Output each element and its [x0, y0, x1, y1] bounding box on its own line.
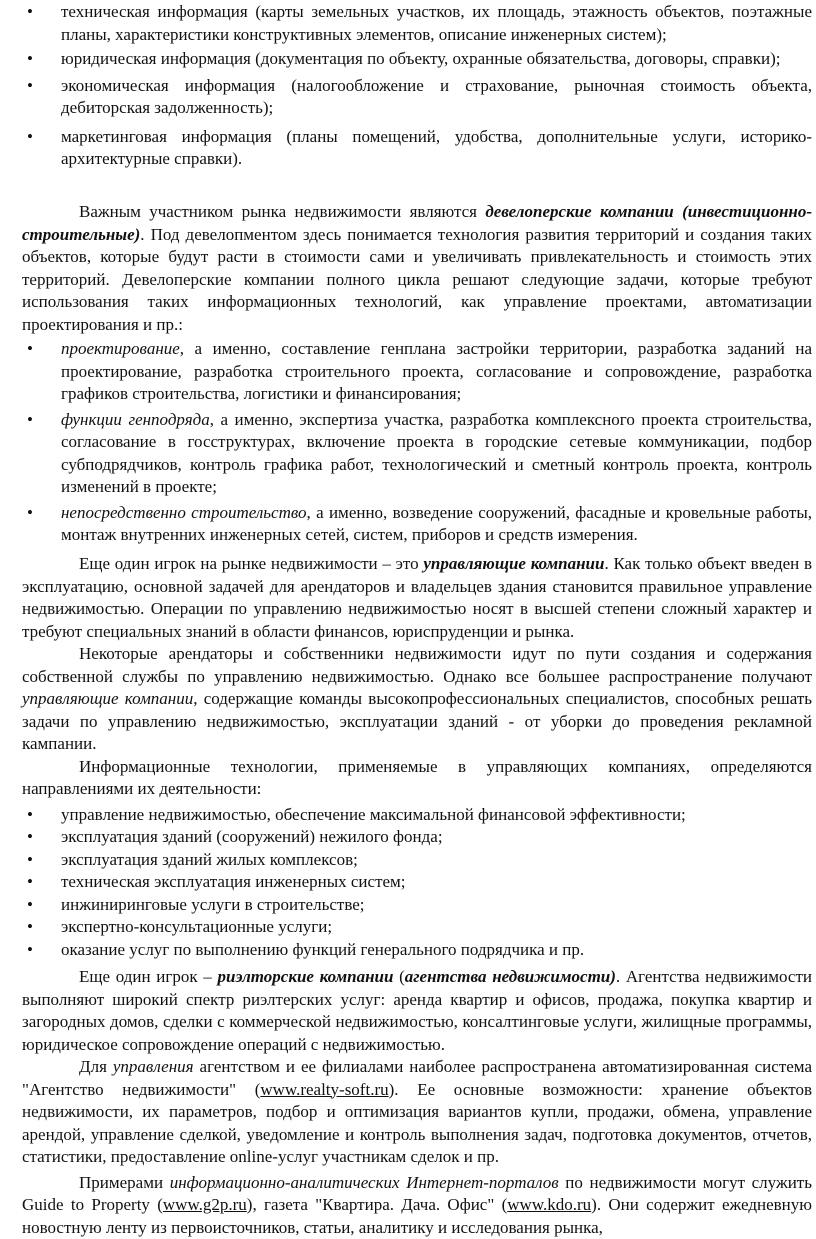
realty-soft-link[interactable]: www.realty-soft.ru [260, 1080, 388, 1099]
bullet-icon: • [27, 826, 33, 849]
g2p-link[interactable]: www.g2p.ru [163, 1195, 247, 1214]
list-item: • маркетинговая информация (планы помещений, удобства, дополнительные услуги, историко-архитектурные справки). [0, 126, 814, 171]
bullet-icon: • [27, 939, 33, 962]
list-item: • техническая информация (карты земельных участков, их площадь, этажность объектов, поэтажные планы, характеристики конструктивных элементов, описание инженерных систем); [0, 1, 814, 46]
realtors-paragraph-2: Для управления агентством и ее филиалами наиболее распространена автоматизированная система "Агентство недвижимости" (www.realty-soft.ru). Ее основные возможности: хранение объектов недвижимости, их параметров, подбор и оптимизация вариантов купли, продажи, обмена, управление арендой, управление сделкой, уведомление и контроль выполнения задач, подготовка документов, отчетов, статистики, предоставление online-услуг участникам сделок и пр. [0, 1056, 814, 1169]
bullet-icon: • [27, 338, 33, 361]
bullet-icon: • [27, 804, 33, 827]
bullet-icon: • [27, 502, 33, 525]
management-paragraph-1: Еще один игрок на рынке недвижимости – это управляющие компании. Как только объект введен в эксплуатацию, основной задачей для арендаторов и владельцев здания становится правильное управление недвижимостью. Операции по управлению недвижимостью носят в высшей степени сложный характер и требуют специальных знаний в области финансов, юриспруденции и рынка. [0, 553, 814, 643]
list-item: • непосредственно строительство, а именно, возведение сооружений, фасадные и кровельные работы, монтаж внутренних инженерных сетей, систем, приборов и средств измерения. [0, 502, 814, 547]
information-types-list [0, 1, 814, 171]
list-item: • функции генподряда, а именно, экспертиза участка, разработка комплексного проекта строительства, согласование в госструктурах, включение проекта в городские сетевые коммуникации, подбор субподрядчиков, контроль графика работ, технологический и сметный контроль проекта, контроль изменений в проекте; [0, 409, 814, 499]
realtors-section [0, 966, 814, 1239]
bullet-icon: • [27, 75, 33, 98]
bullet-icon: • [27, 126, 33, 149]
list-item: • проектирование, а именно, составление генплана застройки территории, разработка заданий на проектирование, разработка строительного проекта, согласование и сопровождение, разработка графиков строительства, логистики и финансирования; [0, 338, 814, 406]
list-item: • оказание услуг по выполнению функций генерального подрядчика и пр. [0, 939, 814, 962]
developers-section [0, 201, 814, 547]
management-paragraph-3: Информационные технологии, применяемые в управляющих компаниях, определяются направлениями их деятельности: [0, 756, 814, 801]
management-paragraph-2: Некоторые арендаторы и собственники недвижимости идут по пути создания и содержания собственной службы по управлению недвижимостью. Однако все большее распространение получают управляющие компании, содержащие команды высокопрофессиональных специалистов, способных решать задачи по управлению недвижимостью, эксплуатации зданий - от уборки до проведения рекламной кампании. [0, 643, 814, 756]
bullet-icon: • [27, 1, 33, 24]
realtors-paragraph-3: Примерами информационно-аналитических Интернет-порталов по недвижимости могут служить Guide to Property (www.g2p.ru), газета "Квартира. Дача. Офис" (www.kdo.ru). Они содержит ежедневную новостную ленту из первоисточников, статьи, аналитику и исследования рынка, [0, 1172, 814, 1239]
bullet-icon: • [27, 916, 33, 939]
list-item: • юридическая информация (документация по объекту, охранные обязательства, договоры, справки); [0, 48, 814, 71]
realtors-paragraph-1: Еще один игрок – риэлторские компании (агентства недвижимости). Агентства недвижимости выполняют широкий спектр риэлтерских услуг: аренда квартир и офисов, продажа, покупка квартир и загородных домов, сделки с коммерческой недвижимостью, консалтинговые услуги, жилищные программы, юридическое сопровождение операций с недвижимостью. [0, 966, 814, 1056]
list-item: • экспертно-консультационные услуги; [0, 916, 814, 939]
list-item: • эксплуатация зданий жилых комплексов; [0, 849, 814, 872]
list-item: • инжиниринговые услуги в строительстве; [0, 894, 814, 917]
list-item: • техническая эксплуатация инженерных систем; [0, 871, 814, 894]
bullet-icon: • [27, 409, 33, 432]
list-item: • эксплуатация зданий (сооружений) нежилого фонда; [0, 826, 814, 849]
developers-paragraph: Важным участником рынка недвижимости являются девелоперские компании (инвестиционно-строительные). Под девелопментом здесь понимается технология развития территорий и создания таких объектов, которые будут расти в стоимости сами и увеличивать привлекательность и стоимость этих территорий. Девелоперские компании полного цикла решают следующие задачи, которые требуют использования таких информационных технологий, как управление проектами, автоматизации проектирования и пр.: [0, 201, 814, 336]
kdo-link[interactable]: www.kdo.ru [507, 1195, 591, 1214]
list-item: • управление недвижимостью, обеспечение максимальной финансовой эффективности; [0, 804, 814, 827]
list-item: • экономическая информация (налогообложение и страхование, рыночная стоимость объекта, дебиторская задолженность); [0, 75, 814, 120]
bullet-icon: • [27, 849, 33, 872]
bullet-icon: • [27, 894, 33, 917]
bullet-icon: • [27, 48, 33, 71]
bullet-icon: • [27, 871, 33, 894]
management-section [0, 553, 814, 961]
